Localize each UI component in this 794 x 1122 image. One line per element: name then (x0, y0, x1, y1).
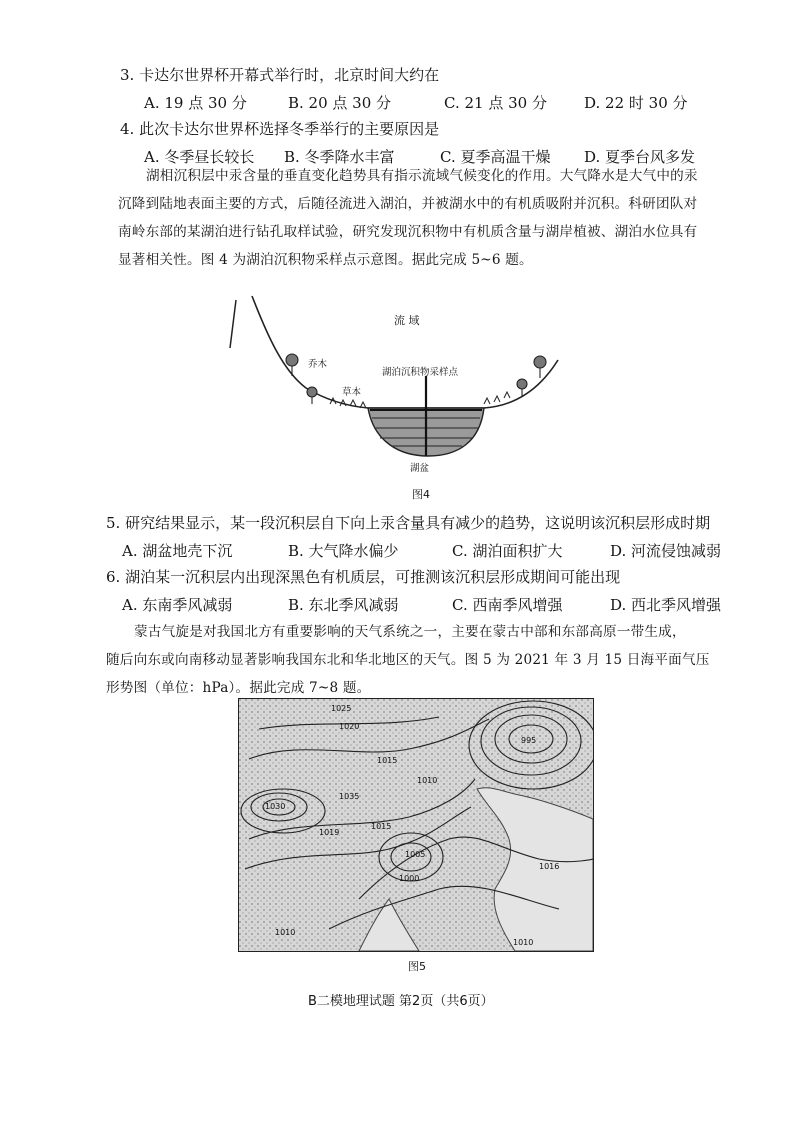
isobar-label-13: 1016 (539, 862, 560, 871)
figure-5-svg (239, 699, 593, 951)
label-trees: 乔木 (308, 359, 328, 370)
isobar-label-14: 1010 (513, 938, 534, 947)
passage-mongolian-cyclone (106, 618, 736, 702)
label-grass: 草本 (342, 387, 362, 398)
question-4-stem: 4. 此次卡达尔世界杯选择冬季举行的主要原因是 (120, 120, 440, 138)
figure-4-caption: 图4 (412, 488, 430, 501)
question-6-options (122, 594, 722, 614)
isobar-label-4: 1010 (417, 776, 438, 785)
question-3-stem: 3. 卡达尔世界杯开幕式举行时，北京时间大约在 (120, 66, 440, 84)
figure-4-diagram (222, 292, 582, 474)
q4-option-d: D. 夏季台风多发 (584, 148, 696, 166)
figure-5-caption: 图5 (408, 960, 426, 973)
isobar-label-6: 995 (521, 736, 537, 745)
isobar-label-11: 1000 (399, 874, 420, 883)
question-5-stem: 5. 研究结果显示，某一段沉积层自下向上汞含量具有减少的趋势，这说明该沉积层形成时期 (106, 514, 711, 532)
passage1-line-4: 显著相关性。图 4 为湖泊沉积物采样点示意图。据此完成 5~6 题。 (118, 252, 533, 268)
question-5-options (122, 540, 722, 560)
q6-option-b: B. 东北季风减弱 (288, 596, 399, 614)
q3-option-d: D. 22 时 30 分 (584, 94, 688, 112)
isobar-label-5: 1005 (405, 850, 426, 859)
isobar-label-9: 1019 (319, 828, 340, 837)
question-3-options (144, 92, 704, 112)
q4-option-a: A. 冬季昼长较长 (144, 148, 255, 166)
figure-5-pressure-map (238, 698, 594, 952)
q6-option-c: C. 西南季风增强 (452, 596, 563, 614)
passage2-line-2: 随后向东或向南移动显著影响我国东北和华北地区的天气。图 5 为 2021 年 3 月 15 日海平面气压 (106, 652, 710, 668)
isobar-label-1: 1025 (331, 704, 352, 713)
label-sample-point: 湖泊沉积物采样点 (382, 367, 459, 378)
isobar-label-7: 1030 (265, 802, 286, 811)
isobar-label-2: 1020 (339, 722, 360, 731)
question-6-stem: 6. 湖泊某一沉积层内出现深黑色有机质层，可推测该沉积层形成期间可能出现 (106, 568, 621, 586)
passage1-line-1: 湖相沉积层中汞含量的垂直变化趋势具有指示流域气候变化的作用。大气降水是大气中的汞 (146, 168, 698, 184)
passage1-line-3: 南岭东部的某湖泊进行钻孔取样试验，研究发现沉积物中有机质含量与湖岸植被、湖泊水位具有 (118, 224, 698, 240)
passage2-line-1: 蒙古气旋是对我国北方有重要影响的天气系统之一，主要在蒙古中部和东部高原一带生成， (134, 624, 686, 640)
q3-option-b: B. 20 点 30 分 (288, 94, 392, 112)
passage1-line-2: 沉降到陆地表面主要的方式，后随径流进入湖泊，并被湖水中的有机质吸附并沉积。科研团队对 (118, 196, 698, 212)
q5-option-d: D. 河流侵蚀减弱 (610, 542, 722, 560)
q4-option-c: C. 夏季高温干燥 (440, 148, 551, 166)
isobar-label-10: 1015 (371, 822, 392, 831)
q5-option-a: A. 湖盆地壳下沉 (122, 542, 233, 560)
q3-option-a: A. 19 点 30 分 (144, 94, 247, 112)
q3-option-c: C. 21 点 30 分 (444, 94, 547, 112)
q5-option-b: B. 大气降水偏少 (288, 542, 399, 560)
q6-option-d: D. 西北季风增强 (610, 596, 722, 614)
label-basin: 流 域 (394, 314, 420, 327)
label-lake-basin: 湖盆 (410, 463, 430, 474)
isobar-label-12: 1010 (275, 928, 296, 937)
q5-option-c: C. 湖泊面积扩大 (452, 542, 563, 560)
isobar-label-3: 1015 (377, 756, 398, 765)
passage2-line-3: 形势图（单位：hPa）。据此完成 7~8 题。 (106, 680, 371, 696)
q4-option-b: B. 冬季降水丰富 (284, 148, 395, 166)
page-footer: B二模地理试题 第2页（共6页） (308, 994, 494, 1009)
isobar-label-8: 1035 (339, 792, 360, 801)
passage-lake-sediment (118, 162, 728, 274)
q6-option-a: A. 东南季风减弱 (122, 596, 233, 614)
